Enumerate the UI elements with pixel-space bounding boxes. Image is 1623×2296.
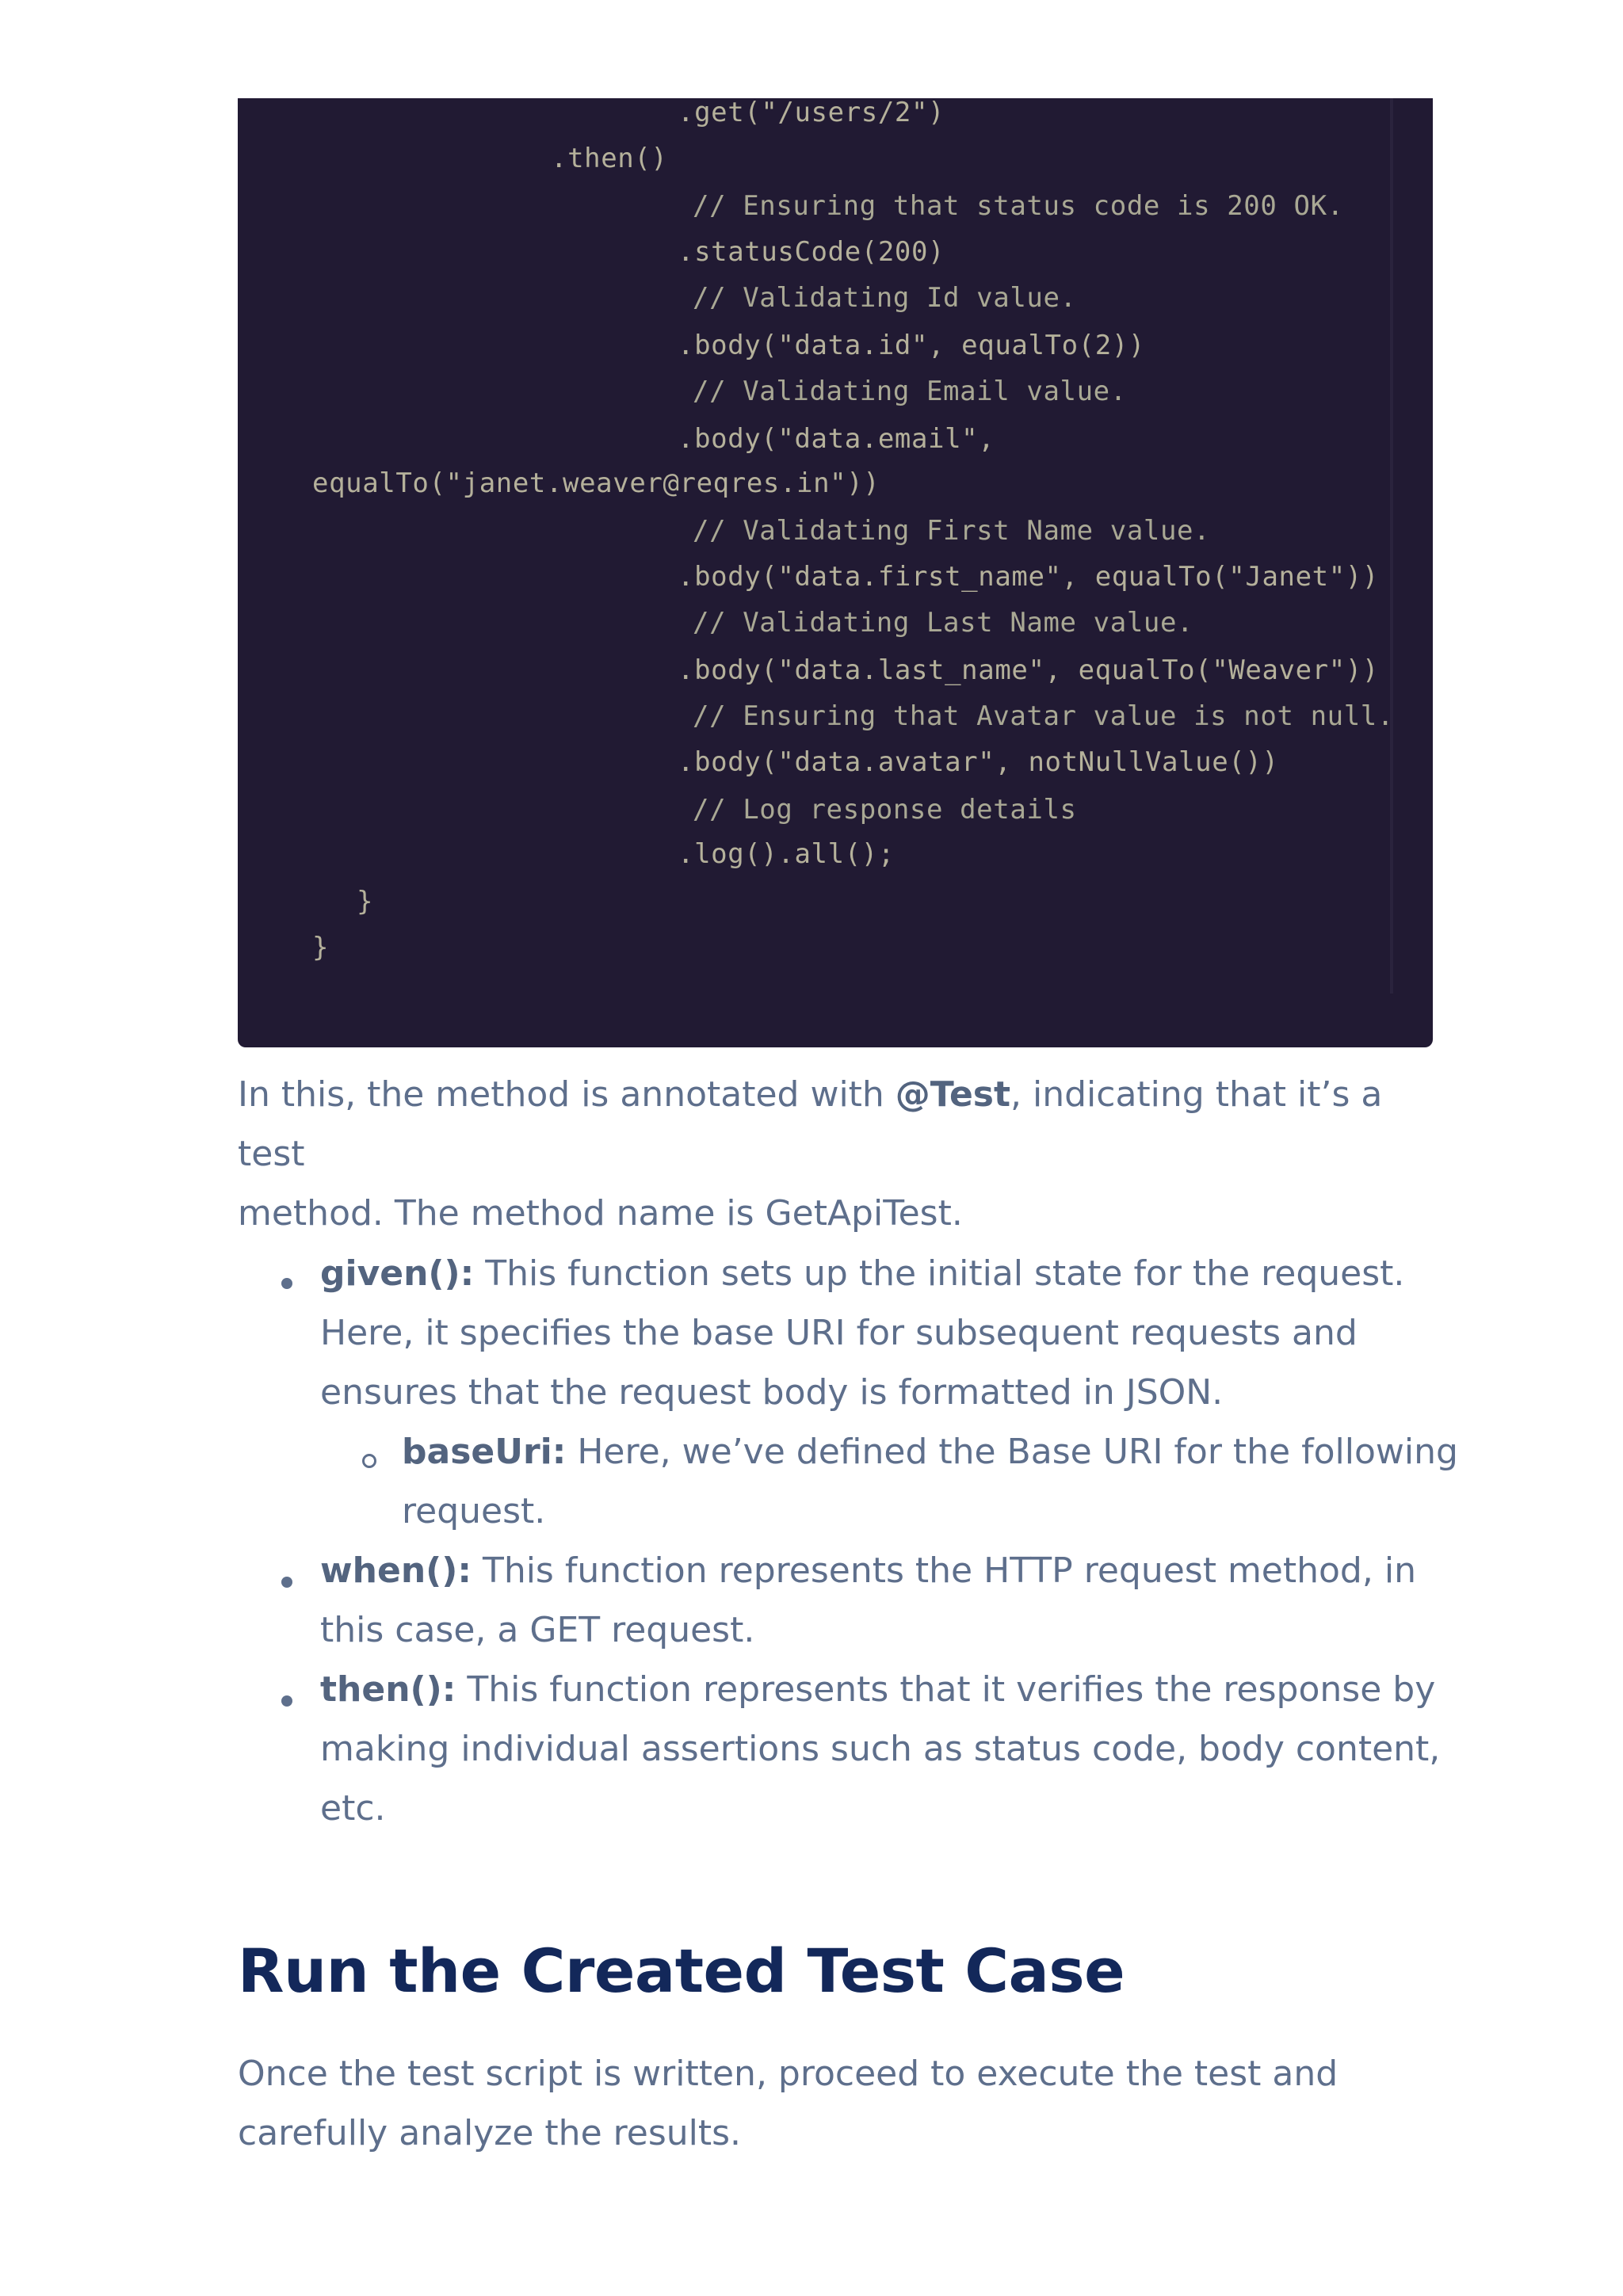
- bullet-icon: [281, 1695, 292, 1707]
- list-item-given-line-3: ensures that the request body is formatted in JSON.: [320, 1372, 1224, 1413]
- code-line: equalTo("janet.weaver@reqres.in")): [312, 467, 880, 499]
- sub-bullet-icon: [362, 1454, 376, 1468]
- code-line: .body("data.id", equalTo(2)): [678, 330, 1145, 361]
- code-comment: // Validating Id value.: [693, 282, 1077, 314]
- code-comment: // Ensuring that status code is 200 OK.: [693, 190, 1344, 222]
- code-line: .then(): [551, 143, 668, 174]
- list-item-baseuri-line-2: request.: [402, 1491, 546, 1531]
- list-item-baseuri: baseUri: Here, we’ve defined the Base URI for the following: [402, 1432, 1458, 1472]
- list-item-given: given(): This function sets up the initial state for the request.: [320, 1253, 1405, 1294]
- list-item-then: then(): This function represents that it verifies the response by: [320, 1669, 1436, 1710]
- code-comment: // Log response details: [693, 794, 1077, 826]
- list-item-then-line-3: etc.: [320, 1788, 386, 1829]
- code-line: .body("data.email",: [678, 423, 995, 455]
- section-paragraph-line-2: carefully analyze the results.: [238, 2113, 742, 2153]
- code-line: .body("data.avatar", notNullValue()): [678, 746, 1279, 778]
- code-comment: // Validating Last Name value.: [693, 607, 1194, 639]
- code-line: }: [312, 932, 330, 963]
- code-line: }: [357, 886, 374, 917]
- bullet-icon: [281, 1278, 292, 1289]
- list-item-when-line-2: this case, a GET request.: [320, 1610, 755, 1650]
- section-heading: Run the Created Test Case: [238, 1936, 1125, 2006]
- code-line: .statusCode(200): [678, 236, 945, 268]
- section-paragraph: [238, 2044, 1426, 2163]
- code-line: .body("data.last_name", equalTo("Weaver")): [678, 654, 1379, 686]
- list-item-then-line-2: making individual assertions such as status code, body content,: [320, 1729, 1441, 1769]
- list-item-when: when(): This function represents the HTTP request method, in: [320, 1550, 1416, 1591]
- intro-paragraph: [238, 1065, 1426, 1243]
- code-line: .get("/users/2"): [678, 98, 945, 128]
- code-line: .body("data.first_name", equalTo("Janet")): [678, 561, 1379, 593]
- code-block: [238, 98, 1433, 1047]
- list-item-given-line-2: Here, it specifies the base URI for subsequent requests and: [320, 1313, 1358, 1353]
- bullet-icon: [281, 1577, 292, 1588]
- intro-line-2: method. The method name is GetApiTest.: [238, 1193, 963, 1234]
- code-comment: // Validating First Name value.: [693, 515, 1211, 547]
- code-line: .log().all();: [678, 838, 895, 870]
- code-comment: // Ensuring that Avatar value is not null.: [693, 700, 1394, 732]
- code-comment: // Validating Email value.: [693, 376, 1127, 407]
- test-annotation: @Test: [895, 1074, 1011, 1115]
- section-paragraph-line-1: Once the test script is written, proceed to execute the test and: [238, 2054, 1338, 2094]
- intro-line-1: In this, the method is annotated with @Test, indicating that it’s a test: [238, 1074, 1383, 1174]
- code-scrollbar[interactable]: [1390, 98, 1393, 994]
